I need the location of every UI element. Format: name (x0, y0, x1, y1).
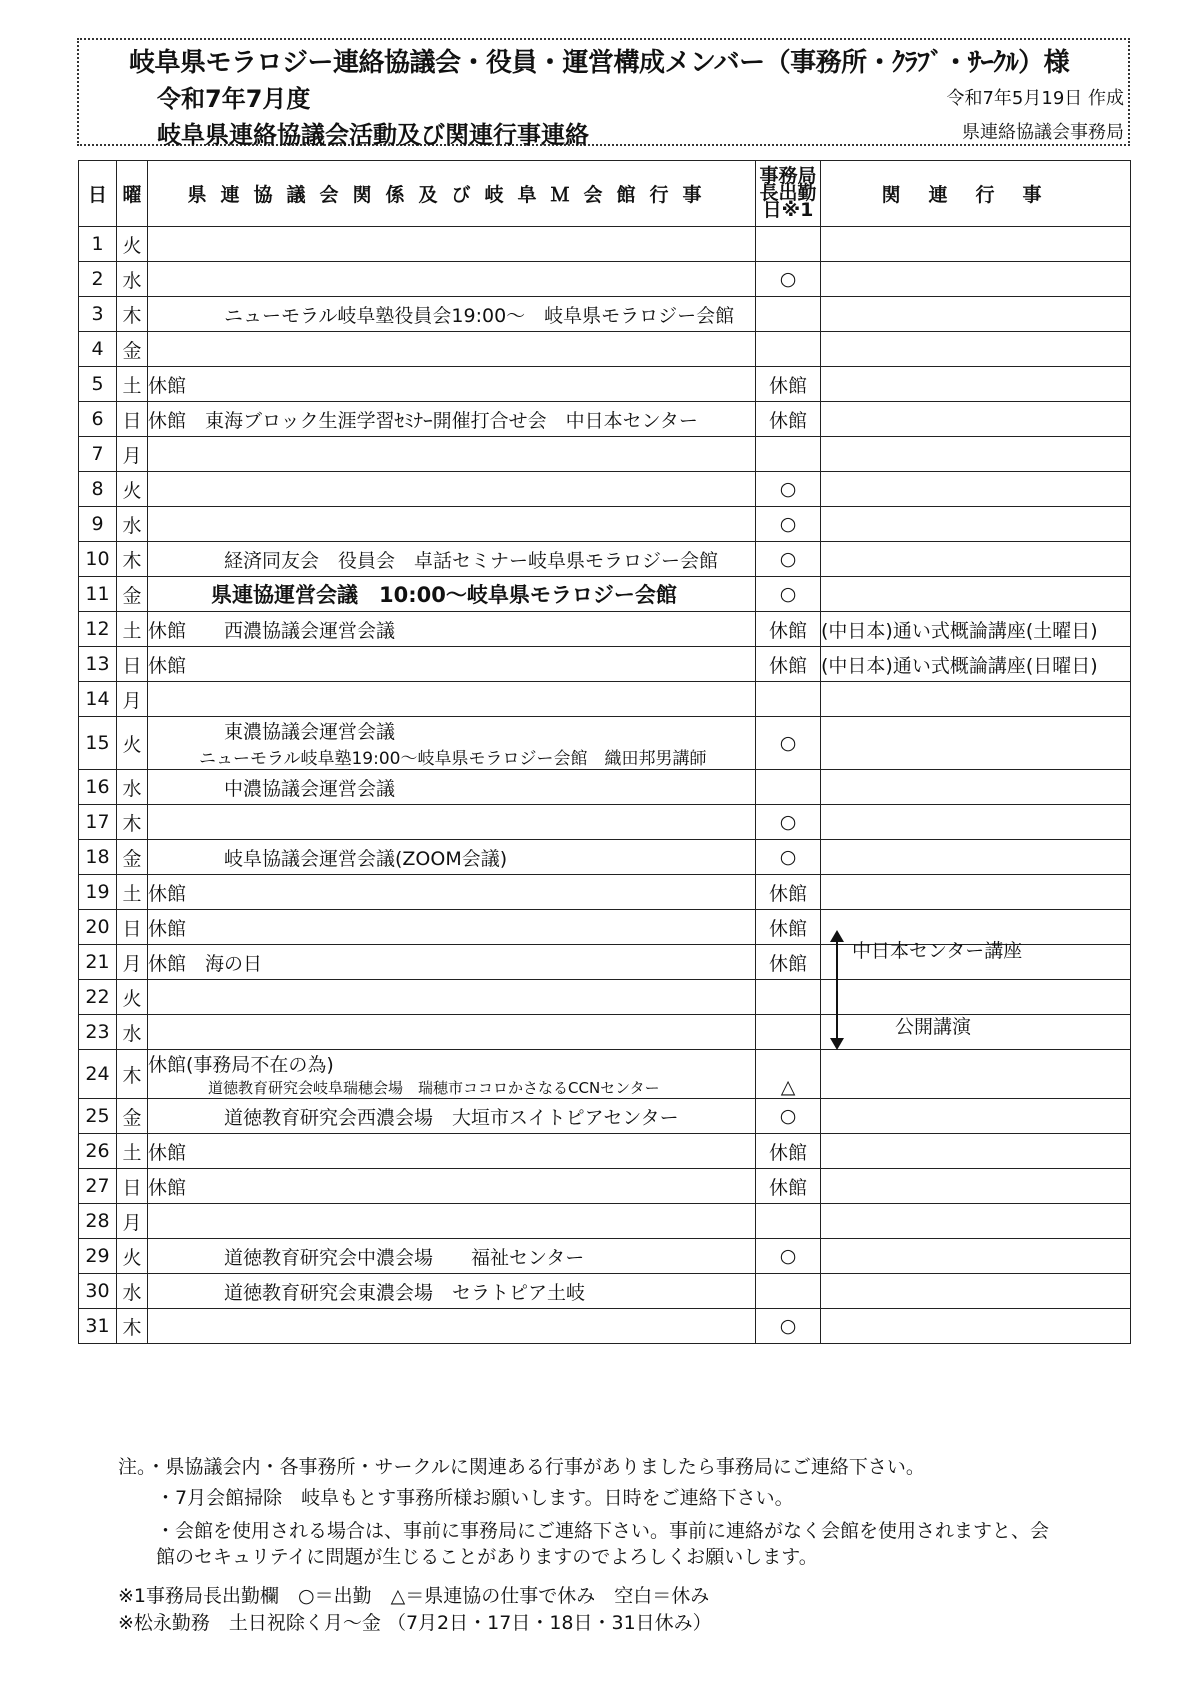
table-row (79, 507, 1131, 542)
event-line: 道徳教育研究会中濃会場 福祉センター (148, 1246, 585, 1269)
table-row (79, 980, 1131, 1015)
weekday-cell: 水 (117, 1015, 148, 1050)
event-line: 県連協運営会議 10:00～岐阜県モラロジー会館 (148, 583, 677, 607)
table-row (79, 437, 1131, 472)
header-attendance: 事務局長出勤日※1 (756, 161, 821, 227)
attendance-cell: ○ (756, 542, 821, 577)
header-title-line1: 岐阜県モラロジー連絡協議会・役員・運営構成メンバー（事務所・ｸﾗﾌﾞ・ｻｰｸﾙ）様 (129, 48, 1070, 78)
weekday-cell: 水 (117, 262, 148, 297)
related-event-cell (821, 472, 1131, 507)
weekday-cell: 月 (117, 945, 148, 980)
event-cell (148, 980, 756, 1015)
event-line: 休館 (148, 654, 187, 677)
legend-line: ※松永勤務 土日祝除く月～金 （7月2日・17日・18日・31日休み） (118, 1612, 712, 1634)
table-row (79, 227, 1131, 262)
table-row (79, 577, 1131, 612)
day-cell: 7 (79, 437, 117, 472)
day-cell: 11 (79, 577, 117, 612)
weekday-cell: 土 (117, 1134, 148, 1169)
day-cell: 9 (79, 507, 117, 542)
attendance-cell: ○ (756, 262, 821, 297)
weekday-cell: 水 (117, 1274, 148, 1309)
related-event-cell (821, 1204, 1131, 1239)
note-line: ・会館を使用される場合は、事前に事務局にご連絡下さい。事前に連絡がなく会館を使用されますと、会 (118, 1520, 1050, 1542)
event-cell (148, 1169, 756, 1204)
office-name: 県連絡協議会事務局 (962, 122, 1124, 143)
weekday-cell: 水 (117, 770, 148, 805)
day-cell: 2 (79, 262, 117, 297)
related-event-cell (821, 1134, 1131, 1169)
weekday-cell: 土 (117, 875, 148, 910)
event-cell (148, 717, 756, 770)
event-cell (148, 770, 756, 805)
attendance-cell: ○ (756, 1099, 821, 1134)
weekday-cell: 木 (117, 1050, 148, 1099)
notes (118, 1452, 1049, 1570)
weekday-cell: 日 (117, 910, 148, 945)
event-cell (148, 332, 756, 367)
event-line: 道徳教育研究会岐阜瑞穂会場 瑞穂市ココロかさなるCCNセンター (148, 1079, 660, 1097)
weekday-cell: 日 (117, 1169, 148, 1204)
attendance-cell (756, 1015, 821, 1050)
event-cell (148, 1274, 756, 1309)
event-line: 道徳教育研究会西濃会場 大垣市スイトピアセンター (148, 1106, 679, 1129)
day-cell: 25 (79, 1099, 117, 1134)
day-cell: 31 (79, 1309, 117, 1344)
attendance-cell (756, 227, 821, 262)
event-cell (148, 227, 756, 262)
event-line: ニューモラル岐阜塾19:00～岐阜県モラロジー会館 織田邦男講師 (148, 749, 707, 769)
table-row (79, 262, 1131, 297)
weekday-cell: 火 (117, 980, 148, 1015)
weekday-cell: 木 (117, 805, 148, 840)
table-row (79, 1309, 1131, 1344)
table-row (79, 1050, 1131, 1099)
attendance-cell (756, 980, 821, 1015)
attendance-cell: ○ (756, 1309, 821, 1344)
related-event-cell (821, 682, 1131, 717)
event-line: 中濃協議会運営会議 (148, 777, 396, 800)
header-title-line2: 令和7年7月度 (157, 85, 311, 113)
day-cell: 30 (79, 1274, 117, 1309)
day-cell: 12 (79, 612, 117, 647)
related-event-cell (821, 507, 1131, 542)
event-cell (148, 297, 756, 332)
related-event-cell (821, 875, 1131, 910)
day-cell: 5 (79, 367, 117, 402)
related-event-cell (821, 227, 1131, 262)
event-cell (148, 840, 756, 875)
note-line: 館のセキュリテイに問題が生じることがありますのでよろしくお願いします。 (118, 1546, 818, 1568)
day-cell: 18 (79, 840, 117, 875)
event-cell (148, 1015, 756, 1050)
event-cell (148, 542, 756, 577)
related-event-cell (821, 1309, 1131, 1344)
related-event-cell (821, 437, 1131, 472)
weekday-cell: 土 (117, 367, 148, 402)
attendance-cell (756, 332, 821, 367)
day-cell: 28 (79, 1204, 117, 1239)
event-line: 休館 西濃協議会運営会議 (148, 619, 396, 642)
table-row (79, 1134, 1131, 1169)
event-cell (148, 577, 756, 612)
weekday-cell: 月 (117, 437, 148, 472)
table-row (79, 542, 1131, 577)
header-title-line3: 岐阜県連絡協議会活動及び関連行事連絡 (157, 121, 589, 149)
attendance-cell: ○ (756, 717, 821, 770)
related-event-cell (821, 577, 1131, 612)
span-event-label2: 公開講演 (895, 1016, 972, 1038)
weekday-cell: 水 (117, 507, 148, 542)
header-day: 日 (79, 161, 117, 227)
table-row (79, 1204, 1131, 1239)
note-line: 注。・県協議会内・各事務所・サークルに関連ある行事がありましたら事務局にご連絡下さい。 (118, 1456, 925, 1478)
related-event-cell (821, 402, 1131, 437)
table-header-row (79, 161, 1131, 227)
table-row (79, 1239, 1131, 1274)
table-row (79, 1015, 1131, 1050)
day-cell: 26 (79, 1134, 117, 1169)
attendance-cell: ○ (756, 507, 821, 542)
attendance-cell: ○ (756, 472, 821, 507)
related-event-cell (821, 1169, 1131, 1204)
related-event-cell (821, 770, 1131, 805)
table-row (79, 717, 1131, 770)
event-cell (148, 910, 756, 945)
header-related: 関連行事 (821, 161, 1131, 227)
table-row (79, 1099, 1131, 1134)
day-cell: 27 (79, 1169, 117, 1204)
event-cell (148, 472, 756, 507)
table-row (79, 472, 1131, 507)
event-line: ニューモラル岐阜塾役員会19:00～ 岐阜県モラロジー会館 (148, 304, 735, 327)
span-event-label1: 中日本センター講座 (852, 940, 1023, 962)
table-row (79, 1169, 1131, 1204)
arrow-down-icon (830, 1038, 844, 1050)
event-line: 東濃協議会運営会議 (148, 721, 396, 743)
attendance-cell (756, 682, 821, 717)
event-cell (148, 945, 756, 980)
attendance-cell: 休館 (756, 402, 821, 437)
day-cell: 4 (79, 332, 117, 367)
header-weekday: 曜 (117, 161, 148, 227)
event-cell (148, 875, 756, 910)
event-line: 道徳教育研究会東濃会場 セラトピア土岐 (148, 1281, 586, 1304)
related-event-cell (821, 840, 1131, 875)
table-row (79, 297, 1131, 332)
event-cell (148, 507, 756, 542)
attendance-cell: 休館 (756, 910, 821, 945)
event-line: 休館 (148, 882, 187, 905)
event-line: 休館 海の日 (148, 952, 263, 975)
related-event-cell (821, 1015, 1131, 1050)
event-line: 経済同友会 役員会 卓話セミナー岐阜県モラロジー会館 (148, 549, 719, 572)
related-event-cell (821, 262, 1131, 297)
attendance-cell (756, 1204, 821, 1239)
weekday-cell: 日 (117, 647, 148, 682)
event-cell (148, 402, 756, 437)
event-cell (148, 1099, 756, 1134)
attendance-cell: 休館 (756, 367, 821, 402)
attendance-cell: ○ (756, 577, 821, 612)
related-event-cell (821, 1239, 1131, 1274)
day-cell: 6 (79, 402, 117, 437)
weekday-cell: 月 (117, 682, 148, 717)
event-line: 休館 東海ブロック生涯学習ｾﾐﾅｰ開催打合せ会 中日本センター (148, 409, 698, 432)
day-cell: 10 (79, 542, 117, 577)
event-cell (148, 1239, 756, 1274)
weekday-cell: 木 (117, 542, 148, 577)
header-events: 県連協議会関係及び岐阜Ｍ会館行事 (148, 161, 756, 227)
attendance-cell: 休館 (756, 1169, 821, 1204)
table-row (79, 332, 1131, 367)
day-cell: 3 (79, 297, 117, 332)
day-cell: 13 (79, 647, 117, 682)
event-cell (148, 1134, 756, 1169)
table-row (79, 875, 1131, 910)
day-cell: 23 (79, 1015, 117, 1050)
day-cell: 1 (79, 227, 117, 262)
event-cell (148, 612, 756, 647)
related-event-cell (821, 542, 1131, 577)
attendance-cell: 休館 (756, 945, 821, 980)
day-cell: 14 (79, 682, 117, 717)
related-event-cell (821, 805, 1131, 840)
attendance-cell (756, 297, 821, 332)
event-cell (148, 647, 756, 682)
weekday-cell: 火 (117, 1239, 148, 1274)
document-header (77, 38, 1130, 149)
table-row (79, 805, 1131, 840)
event-cell (148, 262, 756, 297)
event-cell (148, 682, 756, 717)
event-cell (148, 1050, 756, 1099)
event-line: 休館 (148, 1176, 187, 1199)
weekday-cell: 金 (117, 1099, 148, 1134)
day-cell: 17 (79, 805, 117, 840)
attendance-cell: ○ (756, 805, 821, 840)
table-row (79, 682, 1131, 717)
weekday-cell: 土 (117, 612, 148, 647)
weekday-cell: 火 (117, 472, 148, 507)
weekday-cell: 火 (117, 717, 148, 770)
day-cell: 20 (79, 910, 117, 945)
weekday-cell: 金 (117, 332, 148, 367)
related-event-cell (821, 367, 1131, 402)
day-cell: 19 (79, 875, 117, 910)
attendance-cell: 休館 (756, 875, 821, 910)
weekday-cell: 木 (117, 297, 148, 332)
related-event-cell (821, 1274, 1131, 1309)
event-cell (148, 367, 756, 402)
attendance-cell: 休館 (756, 1134, 821, 1169)
weekday-cell: 金 (117, 577, 148, 612)
related-event-cell (821, 980, 1131, 1015)
day-cell: 16 (79, 770, 117, 805)
table-row (79, 402, 1131, 437)
day-cell: 22 (79, 980, 117, 1015)
attendance-cell (756, 770, 821, 805)
related-event-cell (821, 1050, 1131, 1099)
related-event-cell: (中日本)通い式概論講座(土曜日) (821, 612, 1131, 647)
weekday-cell: 火 (117, 227, 148, 262)
event-line: 休館 (148, 374, 187, 397)
attendance-cell: △ (756, 1050, 821, 1099)
event-cell (148, 1309, 756, 1344)
span-line (836, 940, 838, 1040)
table-row (79, 840, 1131, 875)
weekday-cell: 月 (117, 1204, 148, 1239)
related-event-cell (821, 1099, 1131, 1134)
attendance-cell: ○ (756, 840, 821, 875)
related-event-cell (821, 717, 1131, 770)
related-event-cell (821, 332, 1131, 367)
event-line: 休館(事務局不在の為) (148, 1054, 334, 1076)
day-cell: 21 (79, 945, 117, 980)
day-cell: 15 (79, 717, 117, 770)
attendance-cell: ○ (756, 1239, 821, 1274)
created-date: 令和7年5月19日 作成 (946, 88, 1124, 109)
day-cell: 8 (79, 472, 117, 507)
attendance-cell: 休館 (756, 647, 821, 682)
schedule-body (79, 227, 1131, 1344)
weekday-cell: 木 (117, 1309, 148, 1344)
event-line: 休館 (148, 917, 187, 940)
table-row (79, 367, 1131, 402)
weekday-cell: 日 (117, 402, 148, 437)
table-row (79, 1274, 1131, 1309)
event-line: 休館 (148, 1141, 187, 1164)
attendance-cell (756, 437, 821, 472)
day-cell: 24 (79, 1050, 117, 1099)
table-row (79, 612, 1131, 647)
legend (118, 1583, 712, 1637)
table-row (79, 647, 1131, 682)
related-event-cell: (中日本)通い式概論講座(日曜日) (821, 647, 1131, 682)
weekday-cell: 金 (117, 840, 148, 875)
event-cell (148, 1204, 756, 1239)
event-line: 岐阜協議会運営会議(ZOOM会議) (148, 847, 508, 870)
table-row (79, 770, 1131, 805)
attendance-cell (756, 1274, 821, 1309)
related-event-cell (821, 297, 1131, 332)
day-cell: 29 (79, 1239, 117, 1274)
note-line: ・7月会館掃除 岐阜もとす事務所様お願いします。日時をご連絡下さい。 (118, 1487, 794, 1509)
event-cell (148, 805, 756, 840)
event-cell (148, 437, 756, 472)
schedule-table (78, 160, 1131, 1344)
attendance-cell: 休館 (756, 612, 821, 647)
legend-line: ※1事務局長出勤欄 ○＝出勤 △＝県連協の仕事で休み 空白＝休み (118, 1585, 710, 1607)
